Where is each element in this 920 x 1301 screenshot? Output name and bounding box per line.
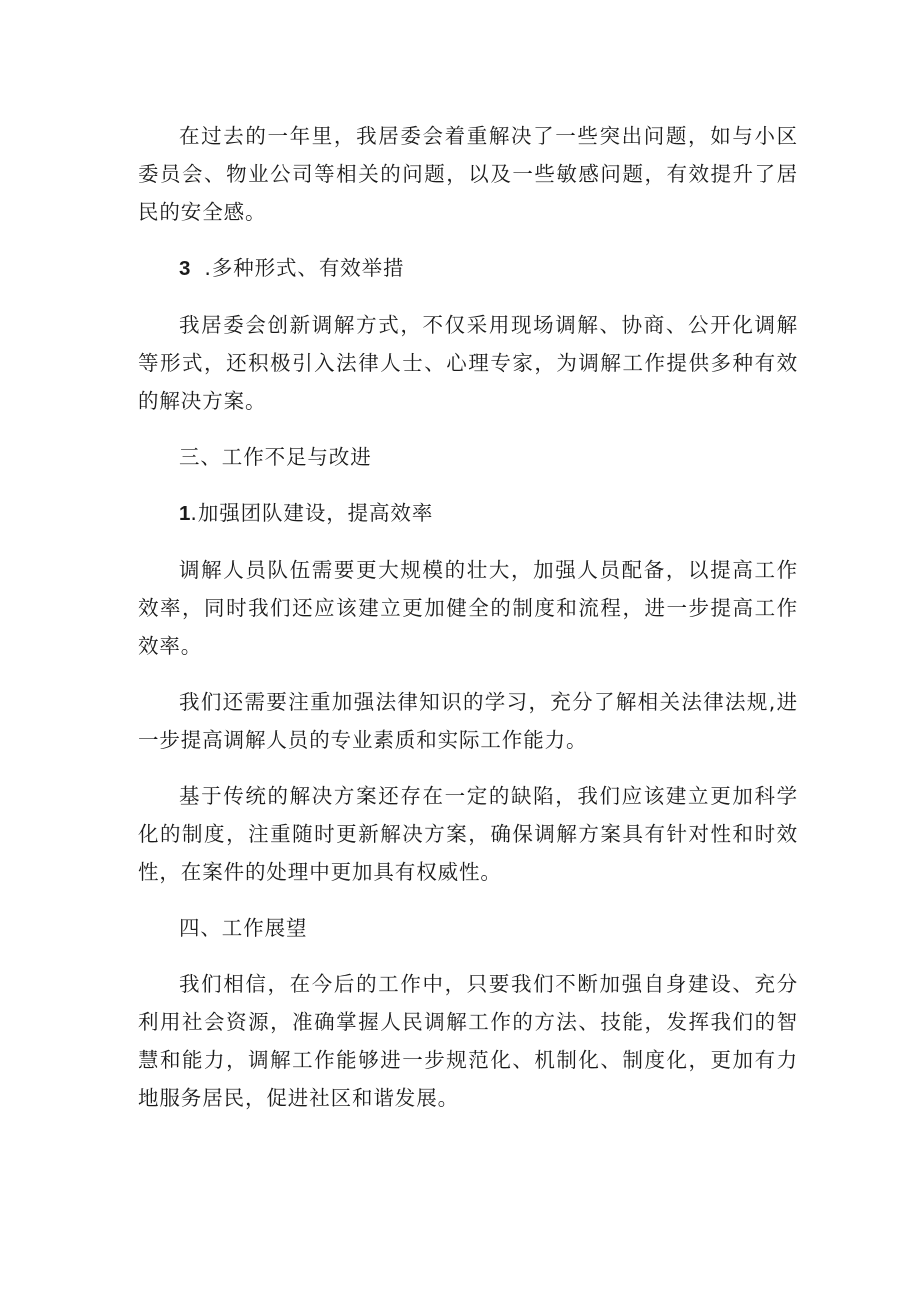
subheading-3-multiple-forms (138, 249, 798, 288)
document-body (138, 117, 798, 1135)
paragraph-mediation-methods: 我居委会创新调解方式，不仅采用现场调解、协商、公开化调解等形式，还积极引入法律人士、心理专家，为调解工作提供多种有效的解决方案。 (138, 313, 798, 413)
paragraph-team-expansion: 调解人员队伍需要更大规模的壮大，加强人员配备，以提高工作效率，同时我们还应该建立更加健全的制度和流程，进一步提高工作效率。 (138, 558, 798, 658)
section-heading-shortcomings: 三、工作不足与改进 (179, 445, 372, 469)
paragraph-scientific-system: 基于传统的解决方案还存在一定的缺陷，我们应该建立更加科学化的制度，注重随时更新解决方案，确保调解方案具有针对性和时效性，在案件的处理中更加具有权威性。 (138, 784, 798, 884)
subheading-text: .加强团队建设，提高效率 (190, 501, 434, 525)
paragraph-outlook: 我们相信，在今后的工作中，只要我们不断加强自身建设、充分利用社会资源，准确掌握人民调解工作的方法、技能，发挥我们的智慧和能力，调解工作能够进一步规范化、机制化、制度化，更加有力地服务居民，促进社区和谐发展。 (138, 972, 798, 1110)
subheading-number: 3 (179, 257, 191, 280)
subheading-number: 1 (179, 502, 191, 525)
paragraph-legal-knowledge: 我们还需要注重加强法律知识的学习，充分了解相关法律法规,进一步提高调解人员的专业素质和实际工作能力。 (138, 690, 798, 752)
section-heading-outlook: 四、工作展望 (179, 916, 308, 940)
paragraph-safety-results: 在过去的一年里，我居委会着重解决了一些突出问题，如与小区委员会、物业公司等相关的问题，以及一些敏感问题，有效提升了居民的安全感。 (138, 124, 798, 224)
subheading-1-team-building (138, 494, 798, 533)
subheading-text: .多种形式、有效举措 (204, 256, 405, 280)
